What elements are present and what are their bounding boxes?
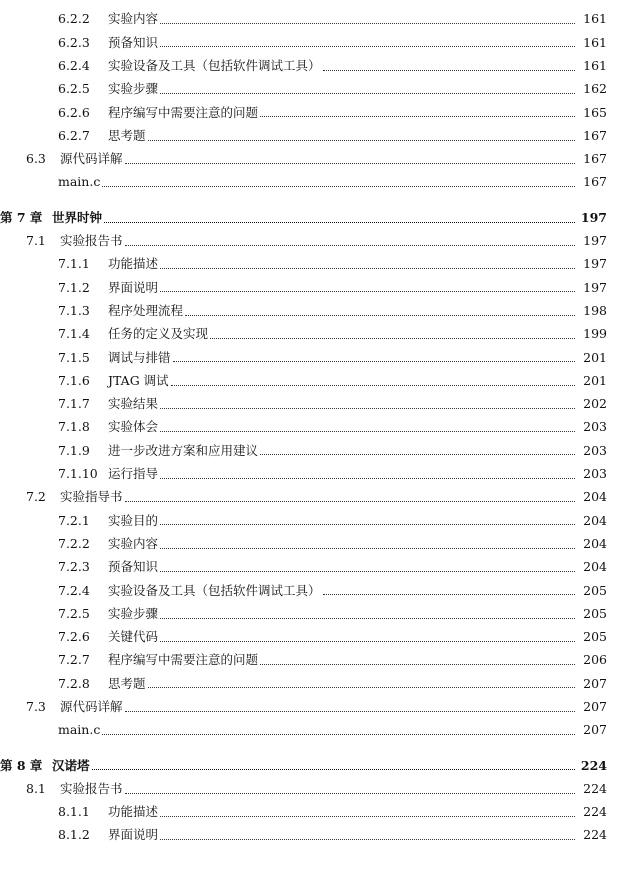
toc-page-number: 205 [583, 605, 607, 621]
toc-page-number: 203 [583, 466, 607, 482]
dot-leader [148, 140, 575, 141]
toc-subsection-entry [0, 672, 627, 695]
toc-entry-title: 界面说明 [108, 827, 159, 843]
toc-subsection-entry [0, 626, 627, 649]
toc-page-number: 201 [583, 372, 607, 388]
toc-page-number: 205 [583, 629, 607, 645]
toc-entry-number: 7.1.2 [58, 279, 90, 295]
toc-entry-number: 7.1 [26, 233, 46, 249]
toc-page-number: 204 [583, 559, 607, 575]
dot-leader [160, 46, 575, 47]
dot-leader [125, 711, 575, 712]
toc-subsection-entry [0, 101, 627, 124]
toc-page-number: 199 [583, 326, 607, 342]
toc-entry-title: 源代码详解 [60, 699, 123, 714]
dot-leader [323, 70, 575, 71]
toc-file-entry [0, 719, 627, 742]
toc-subsection-entry [0, 300, 627, 323]
toc-entry-number: 7.2.2 [58, 535, 90, 551]
toc-page-number: 224 [583, 804, 607, 820]
toc-entry-title: 关键代码 [108, 629, 159, 645]
toc-subsection-entry [0, 556, 627, 579]
toc-entry-title: 预备知识 [108, 34, 159, 50]
toc-subsection-entry [0, 8, 627, 31]
toc-page-number: 167 [583, 151, 607, 167]
toc-entry-title: 实验报告书 [60, 780, 123, 796]
toc-entry-title: 程序处理流程 [108, 302, 184, 318]
toc-entry-number: 7.2 [26, 489, 46, 505]
toc-subsection-entry [0, 31, 627, 54]
toc-entry-number: 6.2.7 [58, 127, 90, 143]
toc-entry-number: 7.1.6 [58, 372, 90, 388]
toc-subsection-entry [0, 463, 627, 486]
dot-leader [148, 687, 575, 688]
toc-entry-number: 6.2.2 [58, 11, 90, 27]
toc-subsection-entry [0, 393, 627, 416]
toc-section-entry [0, 696, 627, 719]
toc-section-entry [0, 486, 627, 509]
toc-entry-number: 7.2.4 [58, 582, 90, 598]
toc-entry-title: 实验目的 [108, 512, 159, 528]
toc-entry-title: 实验步骤 [108, 81, 159, 97]
toc-section-entry [0, 148, 627, 171]
toc-subsection-entry [0, 649, 627, 672]
dot-leader [260, 664, 575, 665]
toc-page-number: 203 [583, 442, 607, 458]
toc-page-number: 207 [583, 675, 607, 691]
toc-chapter-entry [0, 206, 627, 229]
toc-subsection-entry [0, 346, 627, 369]
toc-entry-number: 7.2.7 [58, 652, 90, 668]
toc-entry-title: 实验指导书 [60, 489, 123, 505]
toc-entry-number: 7.3 [26, 699, 46, 714]
dot-leader [323, 594, 575, 595]
dot-leader [92, 769, 575, 770]
toc-page-number: 203 [583, 419, 607, 435]
toc-entry-title: JTAG 调试 [108, 372, 169, 388]
dot-leader [160, 431, 575, 432]
toc-page-number: 224 [580, 757, 607, 773]
toc-entry-title: 运行指导 [108, 466, 159, 482]
toc-entry-title: 界面说明 [108, 279, 159, 295]
toc-page-number: 162 [583, 81, 607, 97]
toc-entry-title: 程序编写中需要注意的问题 [108, 104, 259, 120]
toc-page-number: 197 [583, 233, 607, 249]
toc-subsection-entry [0, 602, 627, 625]
dot-leader [160, 618, 575, 619]
toc-entry-number: 6.2.5 [58, 81, 90, 97]
dot-leader [125, 163, 575, 164]
toc-entry-title: 实验体会 [108, 419, 159, 435]
toc-entry-title: 世界时钟 [52, 209, 103, 225]
toc-page-number: 165 [583, 104, 607, 120]
toc-page-number: 198 [583, 302, 607, 318]
toc-page-number: 202 [583, 396, 607, 412]
toc-entry-title: 实验设备及工具（包括软件调试工具） [108, 57, 321, 73]
dot-leader [160, 816, 575, 817]
toc-entry-number: 7.1.3 [58, 302, 90, 318]
toc-chapter-entry [0, 754, 627, 777]
toc-page-number: 207 [583, 722, 607, 738]
toc-entry-number: 7.2.5 [58, 605, 90, 621]
toc-subsection-entry [0, 323, 627, 346]
dot-leader [160, 641, 575, 642]
toc-file-entry [0, 171, 627, 194]
toc-page-number: 205 [583, 582, 607, 598]
toc-entry-title: 实验内容 [108, 11, 159, 27]
toc-entry-number: 8.1.1 [58, 804, 90, 820]
toc-page-number: 224 [583, 780, 607, 796]
toc-entry-title: 调试与排错 [108, 349, 171, 365]
toc-entry-title: 实验报告书 [60, 233, 123, 249]
dot-leader [160, 548, 575, 549]
toc-entry-title: 实验步骤 [108, 605, 159, 621]
toc-entry-number: 7.2.1 [58, 512, 90, 528]
toc-entry-number: 6.3 [26, 151, 46, 167]
toc-entry-title: 源代码详解 [60, 151, 123, 167]
toc-page-number: 161 [583, 34, 607, 50]
toc-subsection-entry [0, 824, 627, 847]
toc-entry-title: 预备知识 [108, 559, 159, 575]
dot-leader [160, 291, 575, 292]
dot-leader [160, 93, 575, 94]
toc-page-number: 206 [583, 652, 607, 668]
toc-entry-number: 7.1.1 [58, 256, 90, 272]
dot-leader [260, 116, 575, 117]
toc-entry-title: main.c [58, 722, 101, 738]
toc-entry-title: 实验设备及工具（包括软件调试工具） [108, 582, 321, 598]
toc-entry-title: 实验内容 [108, 535, 159, 551]
dot-leader [102, 186, 575, 187]
toc-entry-number: 7.1.4 [58, 326, 90, 342]
toc-page-number: 161 [583, 11, 607, 27]
toc-page-number: 204 [583, 489, 607, 505]
toc-entry-number: 7.1.8 [58, 419, 90, 435]
toc-entry-number: 第 8 章 [0, 757, 43, 773]
toc-page-number: 197 [583, 256, 607, 272]
toc-subsection-entry [0, 55, 627, 78]
dot-leader [125, 793, 575, 794]
dot-leader [102, 734, 575, 735]
toc-entry-number: 6.2.4 [58, 57, 90, 73]
toc-page-number: 167 [583, 127, 607, 143]
dot-leader [171, 385, 575, 386]
toc-entry-title: 功能描述 [108, 804, 159, 820]
toc-subsection-entry [0, 253, 627, 276]
toc-page-number: 197 [580, 209, 607, 225]
toc-entry-number: 8.1 [26, 780, 46, 796]
toc-subsection-entry [0, 579, 627, 602]
toc-entry-number: 7.2.8 [58, 675, 90, 691]
toc-entry-number: 7.1.7 [58, 396, 90, 412]
toc-entry-title: 程序编写中需要注意的问题 [108, 652, 259, 668]
toc-subsection-entry [0, 533, 627, 556]
toc-entry-title: 实验结果 [108, 396, 159, 412]
toc-entry-number: 8.1.2 [58, 827, 90, 843]
toc-subsection-entry [0, 416, 627, 439]
dot-leader [160, 571, 575, 572]
dot-leader [125, 245, 575, 246]
table-of-contents [0, 8, 627, 847]
dot-leader [210, 338, 575, 339]
toc-entry-number: 7.1.9 [58, 442, 90, 458]
toc-entry-number: 7.2.6 [58, 629, 90, 645]
toc-subsection-entry [0, 509, 627, 532]
dot-leader [160, 408, 575, 409]
toc-page-number: 204 [583, 535, 607, 551]
toc-entry-number: 7.2.3 [58, 559, 90, 575]
dot-leader [160, 268, 575, 269]
toc-page-number: 197 [583, 279, 607, 295]
dot-leader [125, 501, 575, 502]
dot-leader [104, 222, 575, 223]
toc-page-number: 204 [583, 512, 607, 528]
toc-page-number: 201 [583, 349, 607, 365]
toc-entry-number: 第 7 章 [0, 209, 43, 225]
dot-leader [185, 315, 575, 316]
toc-entry-title: 进一步改进方案和应用建议 [108, 442, 259, 458]
toc-entry-title: 汉诺塔 [52, 757, 90, 773]
toc-subsection-entry [0, 276, 627, 299]
toc-page-number: 161 [583, 57, 607, 73]
toc-entry-title: 思考题 [108, 675, 146, 691]
toc-page-number: 207 [583, 699, 607, 714]
toc-entry-number: 7.1.5 [58, 349, 90, 365]
toc-subsection-entry [0, 78, 627, 101]
toc-entry-number: 6.2.6 [58, 104, 90, 120]
toc-subsection-entry [0, 439, 627, 462]
toc-subsection-entry [0, 124, 627, 147]
toc-subsection-entry [0, 369, 627, 392]
toc-subsection-entry [0, 801, 627, 824]
toc-section-entry [0, 778, 627, 801]
toc-entry-number: 6.2.3 [58, 34, 90, 50]
toc-entry-title: 任务的定义及实现 [108, 326, 209, 342]
dot-leader [160, 23, 575, 24]
dot-leader [260, 454, 575, 455]
toc-entry-title: 功能描述 [108, 256, 159, 272]
dot-leader [160, 839, 575, 840]
toc-page-number: 167 [583, 174, 607, 190]
toc-entry-title: main.c [58, 174, 101, 190]
toc-entry-number: 7.1.10 [58, 466, 98, 482]
dot-leader [160, 524, 575, 525]
dot-leader [160, 478, 575, 479]
toc-page-number: 224 [583, 827, 607, 843]
toc-entry-title: 思考题 [108, 127, 146, 143]
dot-leader [173, 361, 575, 362]
toc-section-entry [0, 230, 627, 253]
